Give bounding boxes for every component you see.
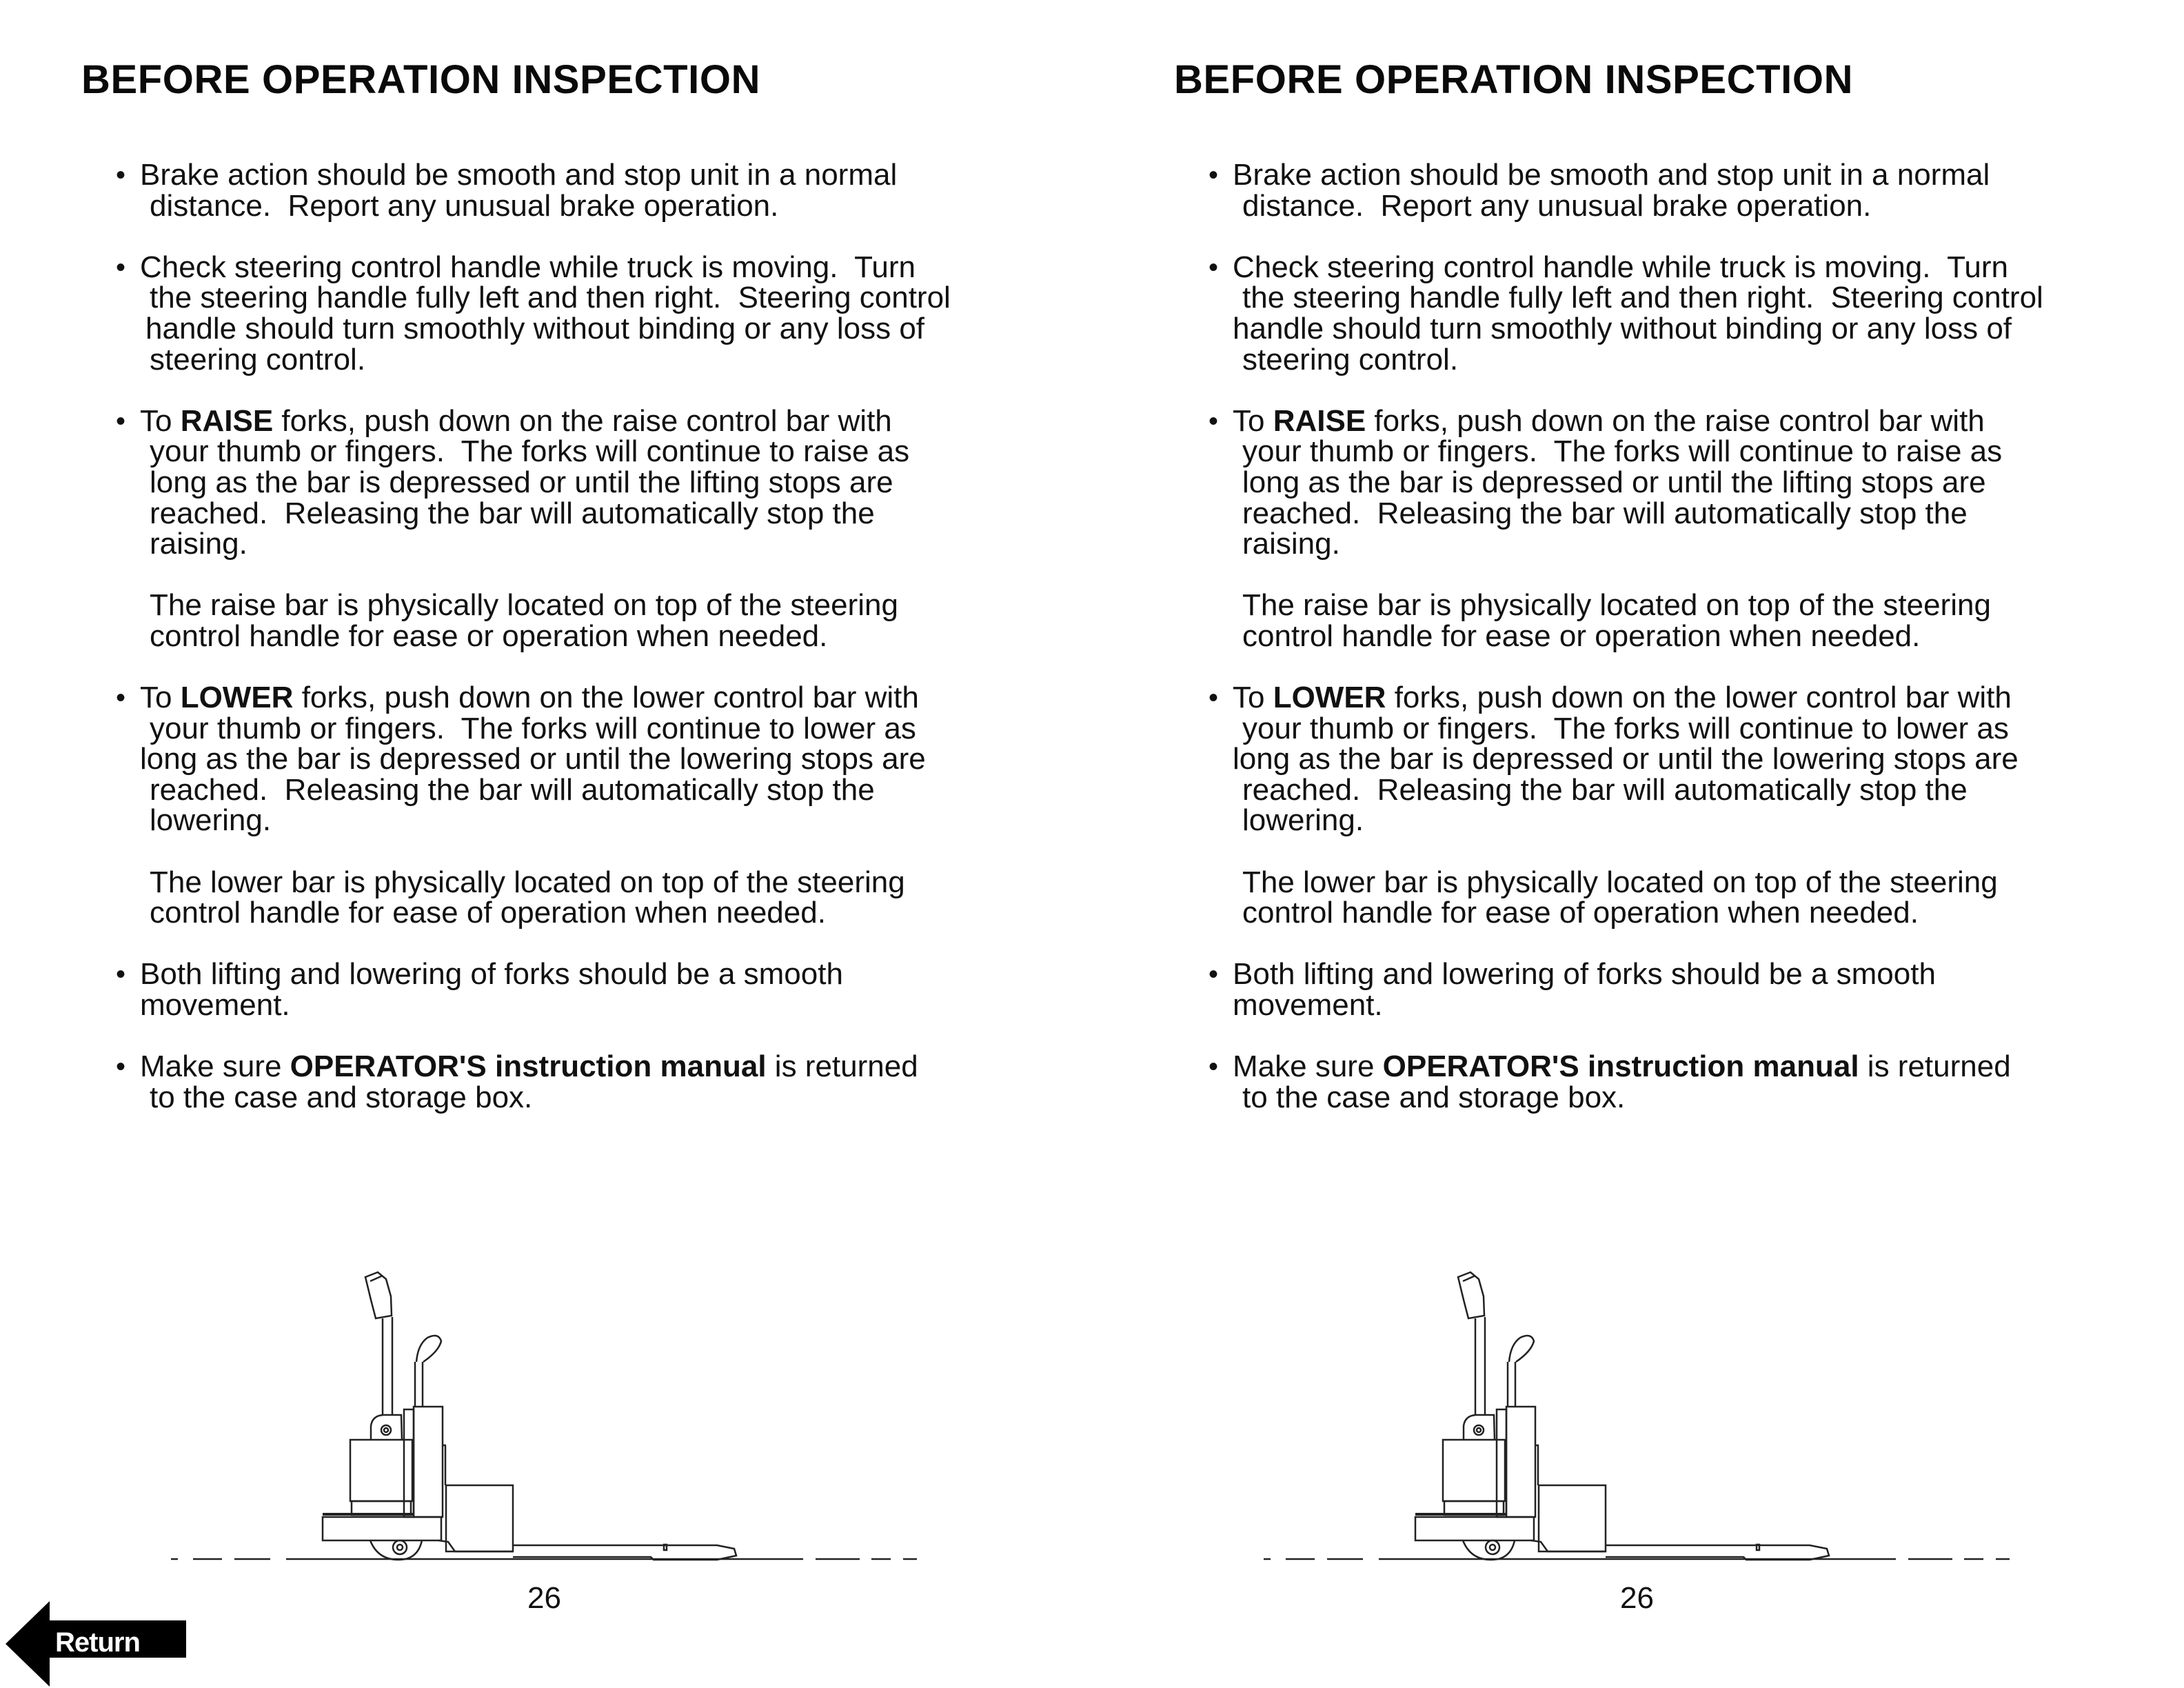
text-line: control handle for ease of operation when needed. (1242, 896, 1919, 930)
bullet-brake-action (1093, 160, 2184, 221)
bullet-smooth-movement (1093, 959, 2184, 1021)
text-line: your thumb or fingers. The forks will continue to raise as (150, 434, 910, 469)
text-line (140, 683, 1092, 714)
text-prefix: To (140, 681, 181, 715)
emphasis-lower: LOWER (1273, 681, 1386, 715)
text-line (1233, 1049, 2184, 1084)
page-number: 26 (527, 1581, 561, 1615)
text-line: raising. (150, 527, 247, 561)
text-line: handle should turn smoothly without binding or any loss of (145, 311, 925, 345)
text-line: long as the bar is depressed or until the lifting stops are (1242, 465, 1986, 499)
text-line: long as the bar is depressed or until the lifting stops are (150, 465, 893, 499)
electric-pallet-truck-illustration (1251, 1262, 2023, 1572)
text-rest: forks, push down on the lower control bar with (1386, 681, 2012, 715)
text-line: distance. Report any unusual brake operation. (1242, 188, 1872, 223)
bullet-icon: • (1209, 683, 1219, 714)
text-line: steering control. (1242, 342, 1459, 376)
pallet-truck-icon (159, 1262, 931, 1572)
text-line: control handle for ease or operation when needed. (1242, 619, 1921, 653)
text-line: your thumb or fingers. The forks will continue to lower as (1242, 711, 2009, 745)
text-rest: is returned (1859, 1049, 2011, 1084)
text-prefix: Make sure (140, 1049, 290, 1084)
text-line: Both lifting and lowering of forks should be a smooth (140, 957, 843, 992)
text-line: long as the bar is depressed or until the lowering stops are (1233, 742, 2019, 776)
bullet-icon: • (1209, 959, 1219, 990)
text-line: lowering. (150, 803, 272, 838)
lower-bar-note (0, 867, 1092, 929)
text-prefix: Make sure (1233, 1049, 1383, 1084)
text-line: reached. Releasing the bar will automatically stop the (150, 496, 875, 530)
text-line: movement. (1233, 988, 1383, 1023)
bullet-check-steering (1093, 252, 2184, 375)
emphasis-operators-manual: OPERATOR'S instruction manual (290, 1049, 767, 1084)
bullet-icon: • (116, 252, 126, 283)
text-line: lowering. (1242, 803, 1364, 838)
text-line: Brake action should be smooth and stop unit in a normal (1233, 158, 1990, 192)
bullet-icon: • (116, 683, 126, 714)
text-line: handle should turn smoothly without binding or any loss of (1233, 311, 2012, 345)
text-prefix: To (1233, 403, 1273, 438)
right-page (1093, 0, 2184, 1688)
text-line (140, 403, 1092, 438)
bullet-icon: • (1209, 405, 1219, 436)
bullet-icon: • (116, 405, 126, 436)
text-line: reached. Releasing the bar will automatically stop the (150, 772, 875, 807)
text-line: control handle for ease or operation when needed. (150, 619, 828, 653)
text-line: Both lifting and lowering of forks should be a smooth (1233, 957, 1936, 992)
bullet-icon: • (116, 160, 126, 190)
text-line: your thumb or fingers. The forks will continue to raise as (1242, 434, 2003, 469)
text-line: reached. Releasing the bar will automatically stop the (1242, 772, 1968, 807)
text-line: Check steering control handle while truck is moving. Turn (140, 250, 916, 284)
inspection-list (0, 160, 1092, 1144)
page-number: 26 (1620, 1581, 1654, 1615)
raise-bar-note (1093, 590, 2184, 652)
text-line (1233, 683, 2184, 714)
text-line: long as the bar is depressed or until the lowering stops are (140, 742, 926, 776)
emphasis-operators-manual: OPERATOR'S instruction manual (1382, 1049, 1859, 1084)
text-line: The lower bar is physically located on top of the steering (1242, 865, 1998, 899)
bullet-check-steering (0, 252, 1092, 375)
bullet-raise-forks (0, 403, 1092, 561)
text-line: the steering handle fully left and then right. Steering control (1242, 281, 2043, 315)
lower-bar-note (1093, 867, 2184, 929)
bullet-raise-forks (1093, 403, 2184, 561)
text-line: control handle for ease of operation when needed. (150, 896, 826, 930)
electric-pallet-truck-illustration (159, 1262, 931, 1572)
return-button[interactable] (6, 1601, 186, 1687)
pallet-truck-icon (1251, 1262, 2023, 1572)
text-line: The lower bar is physically located on top of the steering (150, 865, 905, 899)
text-line: the steering handle fully left and then right. Steering control (150, 281, 951, 315)
bullet-icon: • (1209, 160, 1219, 190)
raise-bar-note (0, 590, 1092, 652)
text-line: Check steering control handle while truck is moving. Turn (1233, 250, 2008, 284)
text-rest: forks, push down on the raise control bar with (273, 403, 892, 438)
bullet-icon: • (116, 1052, 126, 1083)
text-prefix: To (1233, 681, 1273, 715)
bullet-smooth-movement (0, 959, 1092, 1021)
inspection-list (1093, 160, 2184, 1144)
bullet-icon: • (116, 959, 126, 990)
text-line: Brake action should be smooth and stop unit in a normal (140, 158, 898, 192)
bullet-icon: • (1209, 1052, 1219, 1083)
bullet-return-manual (0, 1049, 1092, 1114)
text-prefix: To (140, 403, 181, 438)
text-line: movement. (140, 988, 290, 1023)
bullet-return-manual (1093, 1049, 2184, 1114)
text-line (140, 1049, 1092, 1084)
text-line: to the case and storage box. (1242, 1080, 1626, 1114)
text-line: steering control. (150, 342, 366, 376)
text-line: distance. Report any unusual brake operation. (150, 188, 779, 223)
emphasis-raise: RAISE (180, 403, 274, 438)
text-line: to the case and storage box. (150, 1080, 533, 1114)
text-line: The raise bar is physically located on top of the steering (1242, 588, 1991, 623)
text-rest: is returned (766, 1049, 918, 1084)
text-rest: forks, push down on the raise control bar with (1366, 403, 1985, 438)
emphasis-raise: RAISE (1273, 403, 1366, 438)
text-rest: forks, push down on the lower control bar with (293, 681, 919, 715)
page-title: BEFORE OPERATION INSPECTION (1174, 57, 1854, 102)
text-line: The raise bar is physically located on top of the steering (150, 588, 898, 623)
text-line: raising. (1242, 527, 1340, 561)
bullet-icon: • (1209, 252, 1219, 283)
bullet-brake-action (0, 160, 1092, 221)
text-line: reached. Releasing the bar will automatically stop the (1242, 496, 1968, 530)
page-title: BEFORE OPERATION INSPECTION (81, 57, 761, 102)
bullet-lower-forks (0, 683, 1092, 836)
emphasis-lower: LOWER (180, 681, 294, 715)
text-line (1233, 403, 2184, 438)
bullet-lower-forks (1093, 683, 2184, 836)
return-label: Return (55, 1627, 140, 1658)
text-line: your thumb or fingers. The forks will continue to lower as (150, 711, 916, 745)
